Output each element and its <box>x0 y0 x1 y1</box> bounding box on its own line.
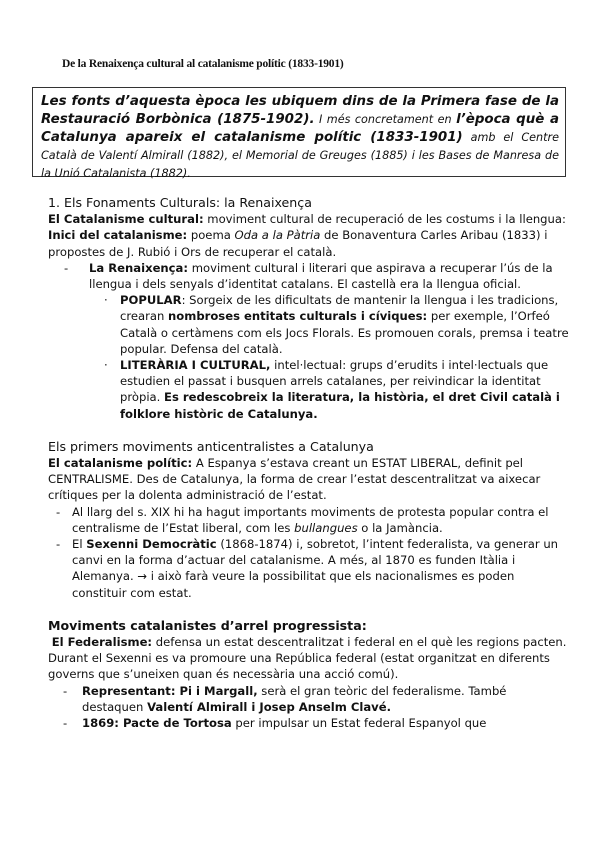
intro-text-1: I més concretament en <box>314 113 457 126</box>
dot-marker: · <box>104 358 108 373</box>
label: POPULAR <box>120 293 182 308</box>
dash-marker: - <box>56 504 61 519</box>
italic-text: bullangues <box>294 520 358 535</box>
text: : Sorgeix de les dificultats de mantenir la llengua i les tradicions, crearan <box>120 293 559 324</box>
label: El Catalanisme cultural: <box>48 212 204 227</box>
poem-title: Oda a la Pàtria <box>234 228 321 243</box>
label: El Federalisme: <box>51 635 153 650</box>
text: moviment cultural i literari que aspirava a recuperar l’ús de la llengua i dels senyals d’identitat catalans. El castellà era la llengua oficial. <box>89 260 553 292</box>
bold-text: Sexenni Democràtic <box>86 537 217 552</box>
list-item-sexenni <box>48 536 570 601</box>
document-body <box>48 195 570 731</box>
dash-marker: - <box>63 716 68 731</box>
list-item-literaria <box>48 357 570 422</box>
text: per impulsar un Estat federal Espanyol que <box>231 716 487 731</box>
intro-box <box>32 87 566 180</box>
political-catalanism-paragraph <box>48 455 570 504</box>
list-item-renaixenca <box>48 260 570 292</box>
label: Representant: Pi i Margall, <box>82 683 258 698</box>
text: Al llarg del s. XIX hi ha hagut importants moviments de protesta popular contra el centralisme de l’Estat liberal, com les <box>72 504 549 535</box>
intro-bold-1: Les fonts d’aquesta època les ubiquem dins de la Primera fase de la Restauració Borbònica (1875-1902). <box>41 94 559 127</box>
text: defensa un estat descentralitzat i federal en el què les regions pacten. Durant el Sexenni es va promoure una República federal (estat organitzat en diferents governs que s’uneixen quan és necessària una acció comú). <box>48 635 567 682</box>
label: El catalanisme polític: <box>48 456 193 471</box>
document-title: De la Renaixença cultural al catalanisme polític (1833-1901) <box>62 58 344 70</box>
text: intel·lectual: grups d’erudits i intel·lectuals que estudien el passat i busquen arrels catalanes, per reivindicar la identitat pròpia. <box>120 358 549 405</box>
catalanism-start-paragraph <box>48 227 570 259</box>
federalism-paragraph <box>48 634 570 683</box>
text: El <box>72 537 87 552</box>
dash-marker: - <box>56 537 61 552</box>
text: per exemple, l’Orfeó Català o certàmens com els Jocs Florals. Es promouen corals, premsa i teatre popular. Defensa del català. <box>120 309 569 356</box>
dot-marker: · <box>104 293 108 308</box>
text: poema <box>187 228 235 243</box>
bold-text: Valentí Almirall i Josep Anselm Clavé. <box>147 699 391 714</box>
intro-text-2: amb el Centre Català de Valentí Almirall (1882), el Memorial de Greuges (1885) i les Bases de Manresa de la Unió Catalanista (1882). <box>41 131 559 180</box>
list-item-protests <box>48 504 570 536</box>
label: 1869: Pacte de Tortosa <box>82 716 232 731</box>
text: de Bonaventura Carles Aribau (1833) i propostes de J. Rubió i Ors de recuperar el català. <box>48 228 548 259</box>
bold-text: nombroses entitats culturals i cíviques: <box>168 309 428 324</box>
label: LITERÀRIA I CULTURAL, <box>120 358 271 373</box>
section-2-heading: Els primers moviments anticentralistes a Catalunya <box>48 438 374 454</box>
text: A Espanya s’estava creant un ESTAT LIBERAL, definit pel CENTRALISME. Des de Catalunya, la forma de crear l’estat descentralitzat va aixecar crítiques per la dolenta administració de l’estat. <box>48 456 541 503</box>
section-3-heading: Moviments catalanistes d’arrel progressista: <box>48 617 367 633</box>
intro-bold-2: l’època què a Catalunya apareix el catalanisme polític (1833-1901) <box>41 112 559 145</box>
label: Inici del catalanisme: <box>48 228 188 243</box>
text: o la Jamància. <box>357 520 443 535</box>
dash-marker: - <box>63 683 68 698</box>
list-item-tortosa <box>48 715 570 731</box>
cultural-catalanism-paragraph <box>48 211 570 227</box>
bold-text: Es redescobreix la literatura, la història, el dret Civil català i folklore històric de Catalunya. <box>120 390 560 421</box>
dash-marker: - <box>64 260 69 275</box>
section-1-heading: 1. Els Fonaments Culturals: la Renaixença <box>48 195 312 210</box>
label: La Renaixença: <box>89 260 189 275</box>
text: moviment cultural de recuperació de les costums i la llengua: <box>203 212 566 227</box>
list-item-representant <box>48 683 570 715</box>
text: serà el gran teòric del federalisme. També destaquen <box>82 683 507 714</box>
text: (1868-1874) i, sobretot, l’intent federalista, va generar un canvi en la forma d’actuar del catalanisme. A més, al 1870 es funden Itàlia i Alemanya. → i això farà veure la possibilitat que els nacionalismes es poden constituir com estat. <box>72 537 559 600</box>
list-item-popular <box>48 292 570 357</box>
